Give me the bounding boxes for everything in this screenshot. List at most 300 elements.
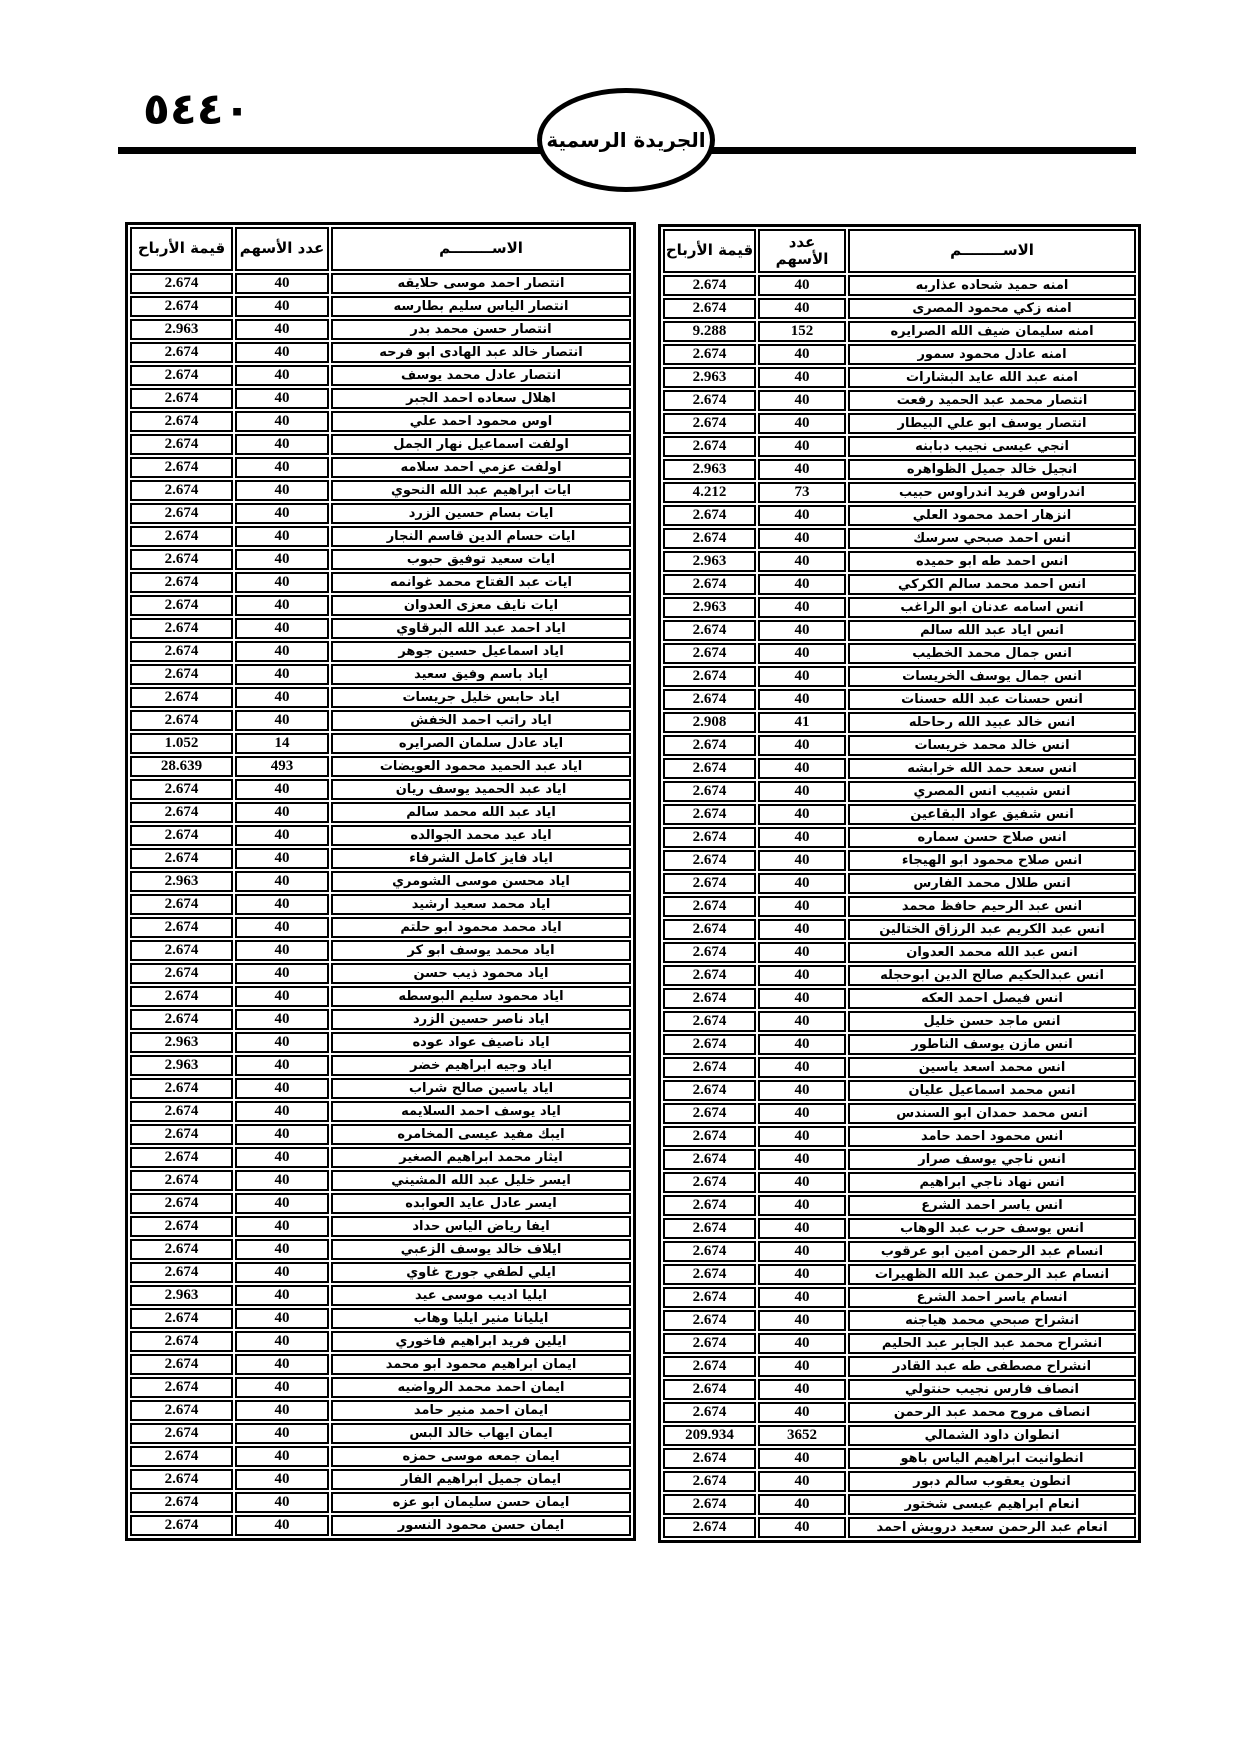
table-row [130,273,631,294]
shares-cell: 40 [235,1101,329,1122]
shares-cell: 40 [235,1446,329,1467]
table-row [130,1124,631,1145]
name-cell: انس ماجد حسن خليل [848,1011,1136,1032]
table-row [130,319,631,340]
profit-cell: 2.674 [130,687,233,708]
profit-cell: 209.934 [663,1425,756,1446]
profit-cell: 2.674 [130,1423,233,1444]
profit-cell: 2.674 [130,917,233,938]
shares-cell: 40 [758,1379,846,1400]
name-cell: ايات سعيد توفيق حبوب [331,549,631,570]
shares-cell: 40 [235,687,329,708]
table-row [663,505,1136,526]
profit-cell: 2.674 [663,919,756,940]
shares-cell: 40 [235,1492,329,1513]
profit-cell: 2.674 [663,1034,756,1055]
shares-cell: 40 [758,1149,846,1170]
table-row [663,1057,1136,1078]
table-row [130,894,631,915]
name-cell: اياد محمد سعيد ارشيد [331,894,631,915]
profit-cell: 2.674 [663,1379,756,1400]
name-cell: ايلاف خالد يوسف الزعبي [331,1239,631,1260]
profit-cell: 2.674 [130,1262,233,1283]
profit-cell: 2.674 [663,344,756,365]
profit-cell: 2.674 [130,848,233,869]
table-row [130,687,631,708]
profit-cell: 2.674 [663,1494,756,1515]
shares-header-line1: عدد [788,232,816,251]
name-cell: اهلال سعاده احمد الجبر [331,388,631,409]
table-row [663,1356,1136,1377]
profit-cell: 2.674 [663,298,756,319]
table-row [130,342,631,363]
shares-cell: 40 [758,643,846,664]
name-cell: ايات ابراهيم عبد الله النحوي [331,480,631,501]
profit-cell: 2.674 [663,896,756,917]
name-cell: انشراح مصطفى طه عبد القادر [848,1356,1136,1377]
table-row [130,825,631,846]
table-row [130,1400,631,1421]
shares-header-line2: الأسهم [775,250,829,268]
table-row [130,963,631,984]
shares-cell: 40 [758,459,846,480]
table-row [130,710,631,731]
name-cell: اولفت اسماعيل نهار الجمل [331,434,631,455]
shares-cell: 40 [758,804,846,825]
shares-cell: 40 [235,1515,329,1536]
name-cell: ايبك مفيد عيسى المخامره [331,1124,631,1145]
profit-cell: 2.674 [130,1009,233,1030]
table-row [663,597,1136,618]
name-cell: امنه عادل محمود سمور [848,344,1136,365]
shares-cell: 40 [235,342,329,363]
shares-cell: 40 [758,1126,846,1147]
table-row [663,942,1136,963]
table-row [663,735,1136,756]
profit-cell: 2.674 [130,710,233,731]
profit-cell: 2.963 [130,319,233,340]
table-row [663,1011,1136,1032]
table-row [663,1287,1136,1308]
table-row [130,756,631,777]
name-cell: اياد محمد يوسف ابو كر [331,940,631,961]
shares-cell: 40 [758,896,846,917]
name-cell: انتصار محمد عبد الحميد رفعت [848,390,1136,411]
table-row [130,1423,631,1444]
name-cell: انس عبد الكريم عبد الرزاق الختالين [848,919,1136,940]
profit-cell: 2.674 [663,689,756,710]
table-row [130,480,631,501]
table-row [663,321,1136,342]
table-row [130,1055,631,1076]
shares-cell: 40 [235,1009,329,1030]
table-row [130,1331,631,1352]
name-cell: اياد فايز كامل الشرفاء [331,848,631,869]
name-cell: انس عبد الرحيم حافظ محمد [848,896,1136,917]
profit-cell: 2.674 [130,480,233,501]
table-row [130,848,631,869]
profit-cell: 2.674 [663,735,756,756]
table-row [130,917,631,938]
name-cell: انتصار عادل محمد يوسف [331,365,631,386]
profit-cell: 2.674 [130,1400,233,1421]
table-row [663,298,1136,319]
shares-cell: 493 [235,756,329,777]
shares-cell: 40 [235,963,329,984]
shares-cell: 40 [758,436,846,457]
profit-cell: 2.674 [130,526,233,547]
shares-cell: 152 [758,321,846,342]
profit-cell: 2.674 [130,1469,233,1490]
profit-cell: 2.674 [663,988,756,1009]
name-cell: ايات نايف معزى العدوان [331,595,631,616]
profit-cell: 2.963 [663,459,756,480]
table-row [130,572,631,593]
table-row [130,1515,631,1536]
table-row [663,1448,1136,1469]
profit-cell: 2.674 [663,1057,756,1078]
table-row [663,1172,1136,1193]
shares-cell: 40 [758,1218,846,1239]
shares-cell: 40 [235,1400,329,1421]
table-row [130,1101,631,1122]
name-cell: انس محمد اسماعيل عليان [848,1080,1136,1101]
table-header-row [130,227,631,271]
profit-cell: 2.674 [130,572,233,593]
profit-cell: 2.674 [130,595,233,616]
table-row [130,388,631,409]
profit-cell: 2.963 [130,1055,233,1076]
profit-cell: 2.674 [663,1448,756,1469]
table-row [130,1239,631,1260]
name-cell: انتصار حسن محمد بدر [331,319,631,340]
shareholders-table-left [125,222,636,1541]
shares-cell: 40 [235,1377,329,1398]
name-cell: انصاف مروح محمد عبد الرحمن [848,1402,1136,1423]
name-cell: ايمان حسن محمود النسور [331,1515,631,1536]
name-cell: ايمان ايهاب خالد البس [331,1423,631,1444]
shares-cell: 40 [758,298,846,319]
table-row [130,1354,631,1375]
shares-cell: 40 [235,480,329,501]
name-cell: اياد ناصيف عواد عوده [331,1032,631,1053]
name-cell: انس احمد صبحي سرسك [848,528,1136,549]
table-row [663,1471,1136,1492]
name-cell: اياد عادل سلمان الصرايره [331,733,631,754]
table-row [130,1193,631,1214]
profit-cell: 2.674 [130,411,233,432]
table-row [130,871,631,892]
shares-cell: 40 [758,1264,846,1285]
profit-cell: 2.674 [663,1402,756,1423]
shares-cell: 40 [235,1308,329,1329]
shares-cell: 40 [235,917,329,938]
name-cell: ايمان جمعه موسى حمزه [331,1446,631,1467]
shares-cell: 40 [235,273,329,294]
name-cell: انس يوسف حرب عبد الوهاب [848,1218,1136,1239]
name-cell: اياد احمد عبد الله البرقاوي [331,618,631,639]
shares-cell: 41 [758,712,846,733]
table-row [663,781,1136,802]
shares-cell: 40 [758,528,846,549]
profit-cell: 2.674 [130,963,233,984]
shares-cell: 40 [235,894,329,915]
profit-cell: 2.674 [130,388,233,409]
table-row [130,411,631,432]
profit-cell: 2.908 [663,712,756,733]
shares-cell: 14 [235,733,329,754]
profit-cell: 2.674 [663,275,756,296]
shares-cell: 40 [235,802,329,823]
table-row [130,1446,631,1467]
table-row [663,1195,1136,1216]
table-row [130,434,631,455]
profit-cell: 2.674 [130,825,233,846]
name-cell: انتصار خالد عبد الهادى ابو فرحه [331,342,631,363]
table-row [663,1333,1136,1354]
shares-cell: 40 [235,1147,329,1168]
shares-cell: 40 [235,296,329,317]
profit-cell: 2.674 [663,1149,756,1170]
table-row [130,1216,631,1237]
shares-cell: 40 [758,758,846,779]
profit-cell: 2.674 [130,1170,233,1191]
shares-cell: 40 [758,827,846,848]
profit-cell: 2.963 [663,367,756,388]
shares-cell: 40 [758,1011,846,1032]
table-row [130,986,631,1007]
name-cell: اندراوس فريد اندراوس حبيب [848,482,1136,503]
shares-cell: 40 [235,1469,329,1490]
profit-cell: 2.674 [130,273,233,294]
table-row [663,919,1136,940]
name-cell: انس شبيب انس المصري [848,781,1136,802]
table-row [663,712,1136,733]
profit-cell: 1.052 [130,733,233,754]
shares-cell: 3652 [758,1425,846,1446]
name-cell: انس عبد الله محمد العدوان [848,942,1136,963]
shares-cell: 40 [758,551,846,572]
table-row [663,1126,1136,1147]
profit-cell: 2.674 [130,986,233,1007]
profit-cell: 2.674 [663,1195,756,1216]
shares-cell: 40 [235,1055,329,1076]
table-row [663,459,1136,480]
table-row [663,482,1136,503]
table-row [663,896,1136,917]
table-row [130,779,631,800]
profit-cell: 2.674 [130,1216,233,1237]
profit-cell: 2.674 [130,296,233,317]
name-cell: ايمان ابراهيم محمود ابو محمد [331,1354,631,1375]
profit-cell: 2.674 [663,1241,756,1262]
table-row [663,1425,1136,1446]
name-cell: انس احمد طه ابو حميده [848,551,1136,572]
name-cell: انس محمود احمد حامد [848,1126,1136,1147]
shares-cell: 40 [235,871,329,892]
name-cell: انجيل خالد جميل الظواهره [848,459,1136,480]
profit-cell: 2.674 [130,940,233,961]
shares-cell: 40 [758,988,846,1009]
table-row [130,1285,631,1306]
name-cell: ايات حسام الدين قاسم النجار [331,526,631,547]
shares-cell: 40 [235,1216,329,1237]
name-cell: انس احمد محمد سالم الكركي [848,574,1136,595]
shares-cell: 40 [758,781,846,802]
table-row [663,1517,1136,1538]
name-cell: انعام ابراهيم عيسى شختور [848,1494,1136,1515]
shares-cell: 40 [758,919,846,940]
shares-cell: 40 [758,1080,846,1101]
shares-cell: 40 [235,1354,329,1375]
shares-cell: 40 [758,735,846,756]
profit-cell: 2.674 [663,1471,756,1492]
table-row [663,804,1136,825]
name-cell: انس فيصل احمد العكه [848,988,1136,1009]
profit-cell: 2.674 [130,342,233,363]
table-row [663,1103,1136,1124]
table-row [130,595,631,616]
name-cell: اولفت عزمي احمد سلامه [331,457,631,478]
shares-cell: 40 [235,434,329,455]
name-cell: اياد محمود ذيب حسن [331,963,631,984]
name-cell: ايمان احمد منير حامد [331,1400,631,1421]
shares-cell: 40 [235,526,329,547]
name-cell: انس طلال محمد الفارس [848,873,1136,894]
profit-cell: 2.674 [130,664,233,685]
table-row [663,1264,1136,1285]
profit-cell: 2.674 [130,1331,233,1352]
name-cell: امنه زكي محمود المصرى [848,298,1136,319]
shares-cell: 40 [235,388,329,409]
shares-cell: 40 [235,549,329,570]
name-cell: اياد ياسين صالح شراب [331,1078,631,1099]
profit-cell: 2.674 [130,434,233,455]
name-cell: انس صلاح محمود ابو الهيجاء [848,850,1136,871]
name-cell: اياد عيد محمد الجوالده [331,825,631,846]
name-cell: انس عبدالحكيم صالح الدين ابوحجله [848,965,1136,986]
shares-cell: 40 [758,1402,846,1423]
name-cell: ايلين فريد ابراهيم فاخوري [331,1331,631,1352]
profit-cell: 2.674 [130,1101,233,1122]
profit-cell: 2.674 [663,873,756,894]
table-row [130,618,631,639]
table-row [130,641,631,662]
name-cell: امنه حميد شحاده عذاربه [848,275,1136,296]
profit-cell: 2.674 [663,1310,756,1331]
shares-cell: 40 [235,940,329,961]
table-row [130,549,631,570]
name-column-header: الاســــــــم [331,227,631,271]
name-cell: انعام عبد الرحمن سعيد درويش احمد [848,1517,1136,1538]
shares-cell: 40 [758,1494,846,1515]
page-number: ٥٤٤٠ [143,84,251,135]
profit-cell: 2.674 [663,505,756,526]
name-cell: انس محمد حمدان ابو السندس [848,1103,1136,1124]
name-cell: ايمان حسن سليمان ابو عزه [331,1492,631,1513]
shares-column-header [758,229,846,273]
shares-cell: 40 [758,850,846,871]
profit-cell: 2.674 [663,528,756,549]
name-cell: انس جمال يوسف الخريسات [848,666,1136,687]
profit-cell: 2.674 [663,1287,756,1308]
shares-cell: 40 [235,503,329,524]
profit-cell: 2.674 [130,549,233,570]
profit-cell: 2.674 [130,1078,233,1099]
profit-cell: 2.674 [663,413,756,434]
table-row [663,1494,1136,1515]
profit-cell: 2.674 [663,1011,756,1032]
name-cell: ايثار محمد ابراهيم الصغير [331,1147,631,1168]
name-cell: انشراح محمد عبد الجابر عبد الحليم [848,1333,1136,1354]
profit-cell: 2.674 [663,781,756,802]
profit-cell: 2.674 [663,1218,756,1239]
table-row [663,574,1136,595]
shares-cell: 40 [758,275,846,296]
table-row [663,1149,1136,1170]
shares-cell: 40 [758,873,846,894]
name-cell: اياد يوسف احمد السلايمه [331,1101,631,1122]
profit-column-header: قيمة الأرباح [663,229,756,273]
shares-cell: 73 [758,482,846,503]
shares-cell: 40 [758,1333,846,1354]
profit-cell: 2.963 [130,871,233,892]
profit-cell: 2.674 [130,1193,233,1214]
shares-cell: 40 [235,1078,329,1099]
name-cell: انتصار الياس سليم بطارسه [331,296,631,317]
name-cell: اياد عبد الله محمد سالم [331,802,631,823]
profit-cell: 2.674 [663,643,756,664]
table-row [663,827,1136,848]
table-row [130,365,631,386]
name-cell: انس محمد اسعد ياسين [848,1057,1136,1078]
name-cell: اياد راتب احمد الخفش [331,710,631,731]
shares-cell: 40 [758,1195,846,1216]
name-cell: ايسر خليل عبد الله المشيني [331,1170,631,1191]
shares-cell: 40 [758,1034,846,1055]
table-row [663,643,1136,664]
shares-cell: 40 [758,597,846,618]
table-row [663,1218,1136,1239]
name-cell: انس جمال محمد الخطيب [848,643,1136,664]
profit-cell: 2.674 [130,802,233,823]
name-cell: اياد اسماعيل حسين جوهر [331,641,631,662]
name-cell: انس ياسر احمد الشرع [848,1195,1136,1216]
name-cell: اياد حابس خليل جريسات [331,687,631,708]
shares-cell: 40 [235,1262,329,1283]
table-row [663,390,1136,411]
shares-cell: 40 [235,1331,329,1352]
profit-cell: 2.674 [663,1103,756,1124]
shares-cell: 40 [235,411,329,432]
shares-cell: 40 [235,848,329,869]
table-row [663,551,1136,572]
gazette-title: الجريدة الرسمية [546,128,706,152]
table-row [663,1241,1136,1262]
shares-cell: 40 [235,710,329,731]
name-cell: ايمان جميل ابراهيم الفار [331,1469,631,1490]
name-cell: انس حسنات عبد الله حسنات [848,689,1136,710]
name-cell: ايليا اديب موسى عيد [331,1285,631,1306]
shares-cell: 40 [758,1356,846,1377]
shares-cell: 40 [235,1193,329,1214]
profit-cell: 2.674 [663,1333,756,1354]
name-cell: اياد باسم وفيق سعيد [331,664,631,685]
name-cell: امنه عبد الله عايد البشارات [848,367,1136,388]
shares-cell: 40 [758,942,846,963]
shares-column-header: عدد الأسهم [235,227,329,271]
shares-cell: 40 [235,1285,329,1306]
